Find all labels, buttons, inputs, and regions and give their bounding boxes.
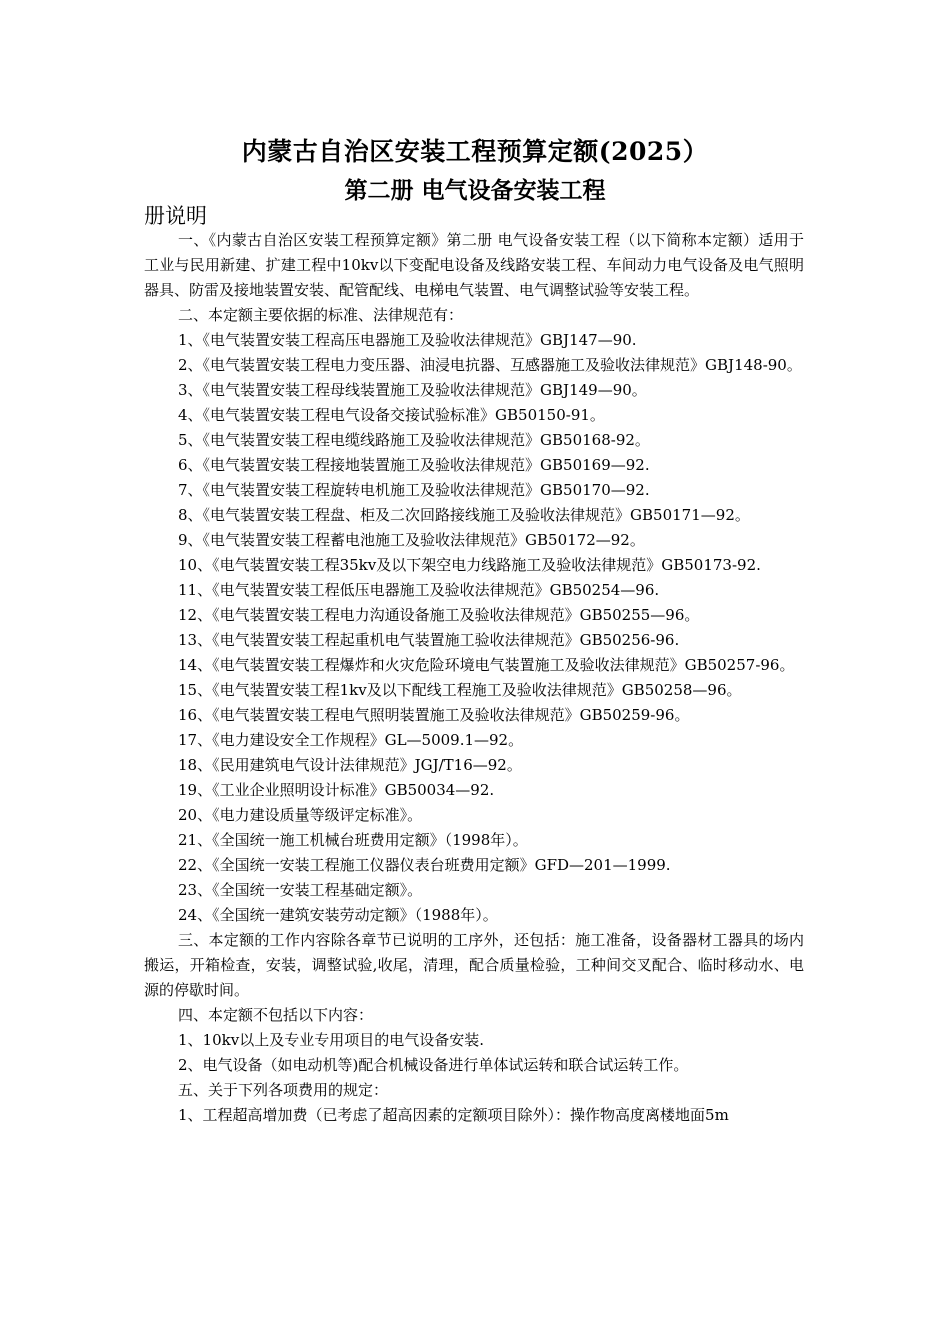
list-item: 21、《全国统一施工机械台班费用定额》（1998年）。 bbox=[178, 831, 528, 849]
list-item: 19、《工业企业照明设计标准》GB50034—92. bbox=[178, 781, 495, 799]
list-item: 23、《全国统一安装工程基础定额》。 bbox=[178, 881, 423, 899]
list-item: 7、《电气装置安装工程旋转电机施工及验收法律规范》GB50170—92. bbox=[178, 481, 650, 499]
list-item: 1、工程超高增加费（已考虑了超高因素的定额项目除外）：操作物高度离楼地面5m bbox=[178, 1106, 729, 1124]
list-item: 16、《电气装置安装工程电气照明装置施工及验收法律规范》GB50259-96。 bbox=[178, 706, 690, 724]
list-item: 4、《电气装置安装工程电气设备交接试验标准》GB50150-91。 bbox=[178, 406, 605, 424]
paragraph: 四、本定额不包括以下内容： bbox=[178, 1006, 374, 1024]
list-item: 10、《电气装置安装工程35kv及以下架空电力线路施工及验收法律规范》GB50173-92. bbox=[178, 556, 761, 574]
paragraph: 五、关于下列各项费用的规定： bbox=[178, 1081, 389, 1099]
list-item: 2、《电气装置安装工程电力变压器、油浸电抗器、互感器施工及验收法律规范》GBJ148-90。 bbox=[178, 356, 802, 374]
list-item: 1、《电气装置安装工程高压电器施工及验收法律规范》GBJ147—90. bbox=[178, 331, 637, 349]
section-heading: 册说明 bbox=[144, 204, 207, 228]
list-item: 12、《电气装置安装工程电力沟通设备施工及验收法律规范》GB50255—96。 bbox=[178, 606, 700, 624]
list-item: 18、《民用建筑电气设计法律规范》JGJ/T16—92。 bbox=[178, 756, 522, 774]
list-item: 15、《电气装置安装工程1kv及以下配线工程施工及验收法律规范》GB50258—96。 bbox=[178, 681, 742, 699]
list-item: 2、电气设备（如电动机等)配合机械设备进行单体试运转和联合试运转工作。 bbox=[178, 1056, 689, 1074]
document-title: 内蒙古自治区安装工程预算定额(2025） bbox=[241, 137, 709, 166]
paragraph: 三、本定额的工作内容除各章节已说明的工序外，还包括：施工准备，设备器材工器具的场内搬运，开箱检查，安装，调整试验,收尾，清理，配合质量检验，工种间交叉配合、临时移动水、电源的停歇时间。 bbox=[144, 931, 804, 999]
list-item: 6、《电气装置安装工程接地装置施工及验收法律规范》GB50169—92. bbox=[178, 456, 650, 474]
list-item: 1、10kv以上及专业专用项目的电气设备安装. bbox=[178, 1031, 484, 1049]
document-subtitle: 第二册 电气设备安装工程 bbox=[344, 177, 606, 204]
list-item: 20、《电力建设质量等级评定标准》。 bbox=[178, 806, 423, 824]
list-item: 13、《电气装置安装工程起重机电气装置施工验收法律规范》GB50256-96. bbox=[178, 631, 680, 649]
list-item: 11、《电气装置安装工程低压电器施工及验收法律规范》GB50254—96. bbox=[178, 581, 660, 599]
list-item: 8、《电气装置安装工程盘、柜及二次回路接线施工及验收法律规范》GB50171—92。 bbox=[178, 506, 750, 524]
list-item: 14、《电气装置安装工程爆炸和火灾危险环境电气装置施工及验收法律规范》GB50257-96。 bbox=[178, 656, 795, 674]
list-item: 3、《电气装置安装工程母线装置施工及验收法律规范》GBJ149—90。 bbox=[178, 381, 647, 399]
list-item: 24、《全国统一建筑安装劳动定额》（1988年）。 bbox=[178, 906, 498, 924]
list-item: 17、《电力建设安全工作规程》GL—5009.1—92。 bbox=[178, 731, 524, 749]
list-item: 22、《全国统一安装工程施工仪器仪表台班费用定额》GFD—201—1999. bbox=[178, 856, 671, 874]
paragraph: 一、《内蒙古自治区安装工程预算定额》第二册 电气设备安装工程（以下简称本定额）适用于工业与民用新建、扩建工程中10kv以下变配电设备及线路安装工程、车间动力电气设备及电气照明器具、防雷及接地装置安装、配管配线、电梯电气装置、电气调整试验等安装工程。 bbox=[144, 231, 804, 299]
list-item: 9、《电气装置安装工程蓄电池施工及验收法律规范》GB50172—92。 bbox=[178, 531, 645, 549]
paragraph: 二、本定额主要依据的标准、法律规范有： bbox=[178, 306, 464, 324]
list-item: 5、《电气装置安装工程电缆线路施工及验收法律规范》GB50168-92。 bbox=[178, 431, 650, 449]
document-body bbox=[144, 228, 804, 1128]
